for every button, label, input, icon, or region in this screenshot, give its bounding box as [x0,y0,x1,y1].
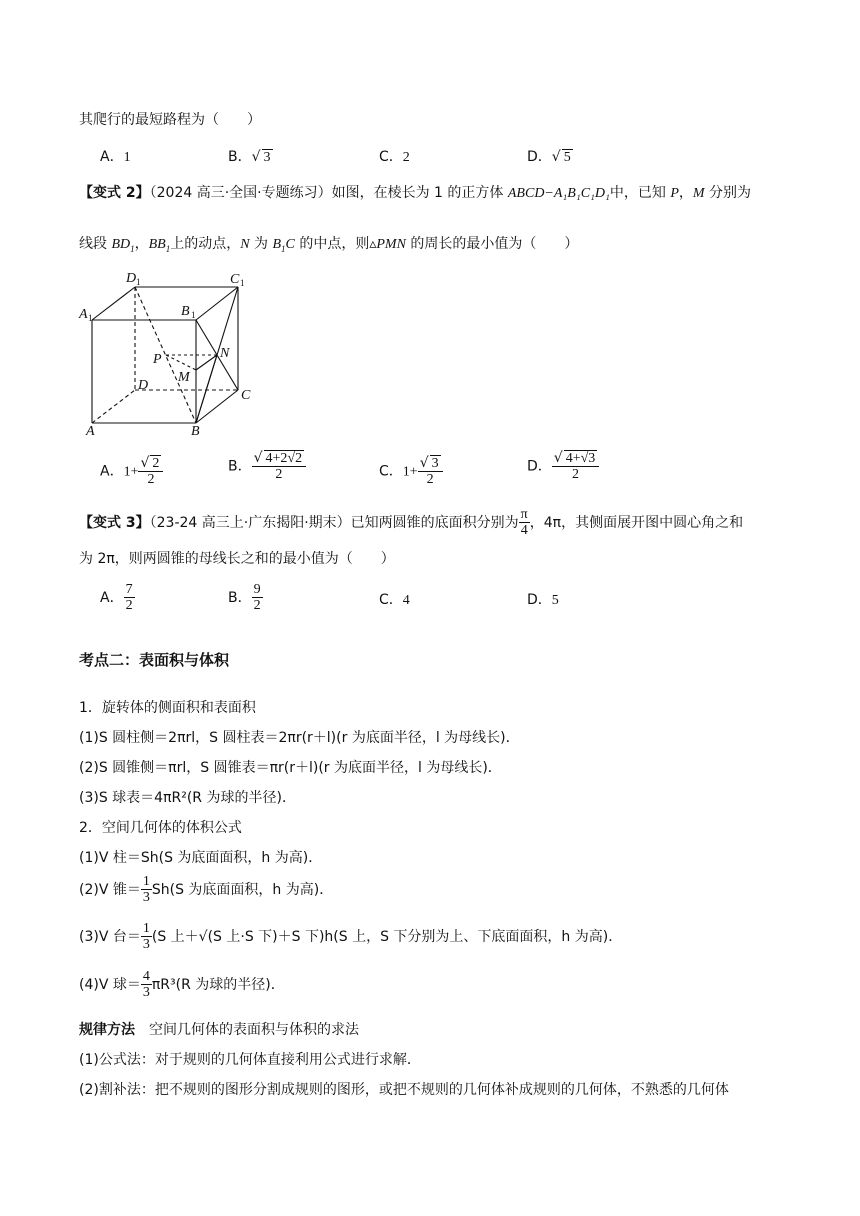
q2-option-b: B． $\frac{√ 4+2√2}{2}$ [228,450,306,483]
q3-option-b: B． $\frac{9}{2}$ [228,582,261,614]
q1-option-a: A．1 [100,149,131,165]
q2-line2: 线段 $BD_1$，$BB_1$上的动点，N 为 $B_1C$ 的中点，则▵PMN 的周长的最小值为（ ） [79,236,579,254]
q3-tag: 【变式 3】 [79,514,150,531]
q1-option-b: B．√ 3 [228,149,271,165]
label-a1: A [79,307,88,322]
label-b1: B [181,304,190,319]
label-p: P [153,352,162,367]
formula-cylinder: (1)S 圆柱侧＝2πrl，S 圆柱表＝2πr(r＋l)(r 为底面半径，l 为母线长)． [79,730,520,746]
volume-sphere: (4)V 球＝ $\frac{4}{3}$ πR³(R 为球的半径)． [79,969,285,1001]
q2-tag: 【变式 2】 [79,185,150,201]
edge-bc [196,390,238,423]
formula-sphere: (3)S 球表＝4πR²(R 为球的半径)． [79,790,296,806]
q2-option-c: C．1+ $\frac{√ 3}{2}$ [379,455,443,488]
q3-option-a: A． $\frac{7}{2}$ [100,582,133,614]
method-heading: 规律方法 空间几何体的表面积与体积的求法 [79,1022,359,1038]
q3-option-d: D．5 [527,592,559,608]
q2-cube-name: ABCD−A₁B₁C₁D₁ [507,186,610,201]
q3-option-c: C．4 [379,592,410,608]
edge-a1d1 [92,287,135,320]
q1-option-c: C．2 [379,149,410,165]
svg-text:1: 1 [240,278,245,288]
seg-mn [196,355,217,370]
q3-line2: 为 2π，则两圆锥的母线长之和的最小值为（ ） [79,551,395,567]
svg-text:1: 1 [191,310,196,320]
volume-frustum: (3)V 台＝ $\frac{1}{3}$ (S 上＋√(S 上·S 下)＋S 下)h(S 上，S 下分别为上、下底面面积，h 为高)． [79,921,623,953]
heading-volume: 2．空间几何体的体积公式 [79,820,242,836]
q2-option-d: D． $\frac{√ 4+√3}{2}$ [527,450,599,483]
heading-rotation: 1．旋转体的侧面积和表面积 [79,700,256,716]
q2-option-a: A．1+ $\frac{√ 2}{2}$ [100,455,163,488]
seg-bn [196,355,217,423]
method-cut-fill: (2)割补法：把不规则的图形分割成规则的图形，或把不规则的几何体补成规则的几何体，不熟悉的几何体 [79,1082,729,1098]
label-c1: C [230,272,240,287]
cube-figure [78,268,258,440]
label-d: D [138,378,149,393]
svg-text:1: 1 [136,277,141,287]
edge-ad [92,390,135,423]
seg-pm [166,355,196,370]
q3-line1: 【变式 3】（23-24 高三上·广东揭阳·期末）已知两圆锥的底面积分别为 $\frac{\pi}{4}$ ，4π，其侧面展开图中圆心角之和 [79,507,744,539]
label-c: C [241,388,251,403]
label-b: B [191,424,200,439]
q2-line1: 【变式 2】（2024 高三·全国·专题练习）如图，在棱长为 1 的正方体 ABCD−A₁B₁C₁D₁中，已知 P，M 分别为 [79,185,752,201]
label-m: M [178,370,190,385]
q3-source: （23-24 高三上·广东揭阳·期末） [149,514,351,531]
label-n: N [220,346,230,361]
svg-text:1: 1 [88,313,93,323]
section-title: 考点二：表面积与体积 [79,651,230,669]
edge-b1c1 [196,287,238,320]
q1-tail: 其爬行的最短路程为（ ） [79,112,261,128]
q1-option-d: D．√ 5 [527,149,571,165]
label-a: A [86,424,95,439]
volume-prism: (1)V 柱＝Sh(S 为底面面积，h 为高)． [79,850,323,866]
label-d1: D [126,271,137,286]
q2-source: （2024 高三·全国·专题练习） [149,185,332,201]
volume-pyramid: (2)V 锥＝ $\frac{1}{3}$ Sh(S 为底面面积，h 为高)． [79,874,334,906]
formula-cone: (2)S 圆锥侧＝πrl，S 圆锥表＝πr(r＋l)(r 为底面半径，l 为母线长)． [79,760,502,776]
method-formula: (1)公式法：对于规则的几何体直接利用公式进行求解． [79,1052,421,1068]
